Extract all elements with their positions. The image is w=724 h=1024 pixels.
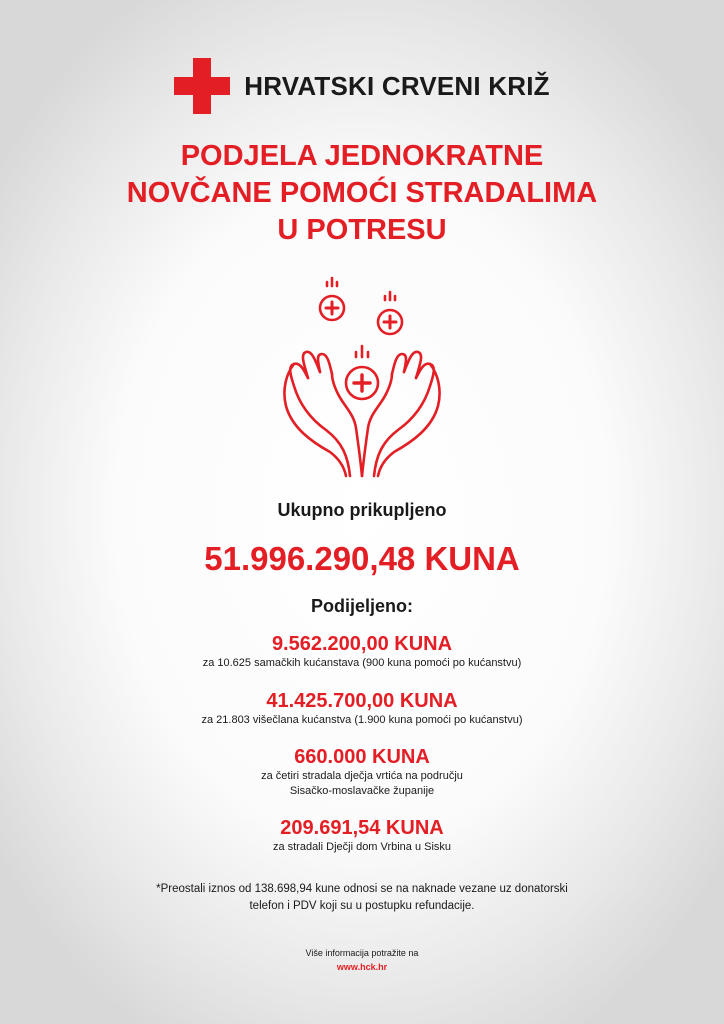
title-line-1: PODJELA JEDNOKRATNE (180, 140, 544, 172)
more-info-text: Više informacija potražite na (305, 948, 419, 958)
header-logo (0, 58, 724, 114)
title-line-3: U POTRESU (277, 214, 447, 246)
distribution-item (0, 816, 724, 855)
distribution-amount: 9.562.200,00 KUNA (271, 633, 453, 655)
coin-icon (320, 278, 344, 320)
total-collected-label: Ukupno prikupljeno (277, 500, 447, 520)
distribution-description-line-2: Sisačko-moslavačke županije (289, 785, 435, 797)
red-cross-icon (174, 58, 230, 114)
footnote-line-1: *Preostali iznos od 138.698,94 kune odnosi se na naknade vezane uz donatorski (156, 883, 568, 895)
footnote (0, 881, 724, 915)
distribution-description: za četiri stradala dječja vrtića na području (261, 770, 463, 782)
distribution-description: za 21.803 višečlana kućanstva (1.900 kuna pomoći po kućanstvu) (201, 714, 523, 726)
organization-name: HRVATSKI CRVENI KRIŽ (244, 70, 550, 101)
distribution-description: za stradali Dječji dom Vrbina u Sisku (272, 841, 452, 853)
coin-icon (378, 292, 402, 334)
total-collected-amount: 51.996.290,48 KUNA (204, 540, 520, 577)
distribution-amount: 41.425.700,00 KUNA (266, 690, 458, 712)
distribution-amount: 660.000 KUNA (294, 746, 430, 768)
title-line-2: NOVČANE POMOĆI STRADALIMA (126, 177, 598, 209)
distribution-amount: 209.691,54 KUNA (280, 817, 444, 839)
more-info (0, 946, 724, 974)
website-link[interactable]: www.hck.hr (336, 962, 388, 972)
distribution-description: za 10.625 samačkih kućanstava (900 kuna pomoći po kućanstvu) (202, 657, 522, 669)
footnote-line-2: telefon i PDV koji su u postupku refundacije. (249, 900, 475, 912)
coin-icon (346, 346, 378, 399)
distribution-item (0, 745, 724, 799)
distributed-label: Podijeljeno: (310, 596, 413, 616)
distribution-item (0, 689, 724, 728)
distribution-item (0, 632, 724, 671)
page-title (0, 138, 724, 249)
hands-receiving-coins-icon (272, 266, 452, 486)
